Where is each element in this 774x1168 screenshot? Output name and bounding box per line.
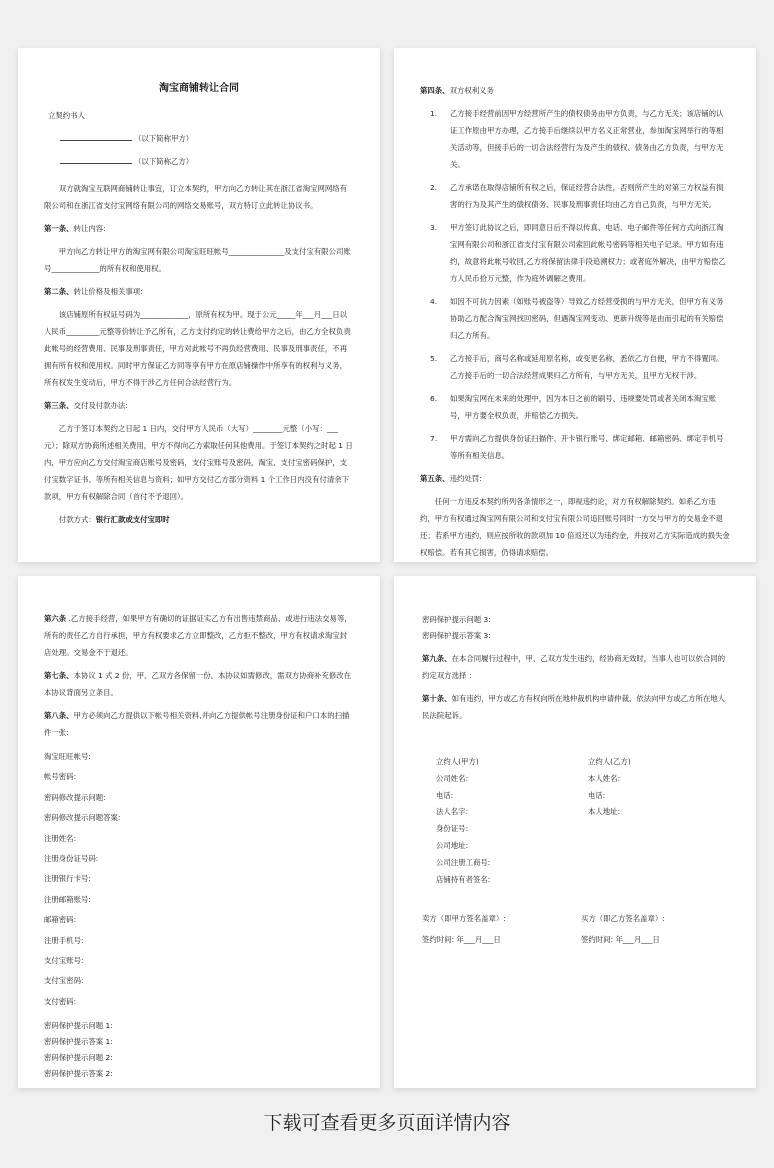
list-item: 注册姓名: (44, 833, 77, 843)
article-9: 第九条、在本合同履行过程中，甲、乙双方发生违约，经协商无效时，当事人也可以依合同的约定双方选择 ： (422, 654, 726, 680)
list-item: 淘宝旺旺帐号: (44, 752, 91, 761)
list-item: 法人名字: (436, 807, 469, 817)
signature-parties (422, 754, 730, 888)
list-item: 密码保护提示问题 1: (44, 1021, 113, 1031)
list-item: 立约人(乙方) (588, 757, 631, 766)
account-fields-list (44, 747, 354, 1012)
contract-title: 淘宝商铺转让合同 (159, 83, 239, 94)
article-10: 第十条、如有违约，甲方或乙方有权向所在地仲裁机构申请仲裁、依法向甲方或乙方所在地人民法院起诉。 (422, 694, 726, 720)
article-1-heading: 第一条、转让内容: (44, 224, 106, 233)
list-item: 注册手机号: (44, 935, 84, 945)
party-a-line: （以下简称甲方） (44, 130, 354, 147)
list-item: 注册银行卡号: (44, 874, 91, 884)
list-item: 5. 乙方接手后，商号名称或延用原名称，或变更名称，悉依乙方自便，甲方不得置同。乙方接手后的一切合法经营成果归乙方所有，与甲方无关，且甲方无权干涉。 (430, 354, 724, 380)
list-item: 注册身份证号码: (44, 854, 99, 864)
list-item: 注册邮箱账号: (44, 894, 91, 904)
payment-method: 付款方式：银行汇款或支付宝即时 (58, 515, 170, 524)
list-item: 立约人(甲方) (436, 757, 479, 766)
signature-stamp-row (422, 910, 730, 927)
article-2-heading: 第二条、转让价格及相关事项: (44, 287, 143, 296)
article-1-text: 甲方向乙方转让甲方的淘宝网有限公司淘宝旺旺帐号_______________及支付宝有限公司账号_____________的所有权和使用权。 (44, 247, 351, 273)
security-question-list (422, 612, 730, 644)
list-item: 公司注册工商号: (436, 857, 491, 867)
list-item: 电话: (436, 790, 454, 800)
article-3-heading: 第三条、交付及付款办法: (44, 401, 128, 410)
article-4-heading: 第四条、双方权利义务 (420, 86, 494, 95)
article-5-heading: 第五条、违约处罚: (420, 474, 482, 483)
list-item: 公司地址: (436, 840, 469, 850)
article-5-text: 任何一方违反本契约所列各条情形之一，即视违约论，对方有权解除契约。如系乙方违约，甲方有权通过淘宝网有限公司和支付宝有限公司追回账号同时一方交与甲方的交易金不退还；若系甲方违约，则应按所收的款项加 10 倍返还以为违约金，并按对乙方实际造成的损失金权赔偿。若有其它损害，仍得请求赔偿。 (420, 497, 730, 557)
security-question-list (44, 1018, 354, 1082)
list-item: 6. 如果淘宝网在未来的处理中，因为本日之前的刷号、违规要处罚或者关闭本淘宝账号，甲方要全权负责，并赔偿乙方损失。 (430, 394, 717, 420)
list-item: 1. 乙方接手经营前因甲方经营所产生的债权债务由甲方负责，与乙方无关；该店铺的认证工作原由甲方办理，乙方接手后继续以甲方名义正常营业，参加淘宝网举行的等相关活动等，但接手后的一切合法经营行为及产生的债权、债务由乙方负责，与甲方无关。 (430, 109, 724, 169)
party-b-column (578, 754, 730, 888)
party-a-column (436, 754, 578, 888)
list-item: 密码保护提示问题 2: (44, 1053, 113, 1063)
party-b-line: （以下简称乙方） (44, 153, 354, 170)
list-item: 密码修改提示问题答案: (44, 813, 121, 823)
article-2-text: 该店铺原所有权证号码为_____________，原所有权为甲。现于公元_____年___月___日以人民币_________元整等价转让予乙所有，乙方支付约定的转让费给甲方之后，由乙方全权负责此帐号的经营费用、民事及刑事责任，甲方对此帐号不再负经营费用、民事及刑事责任，不再拥有所有权和使用权。同时甲方保证乙方同等享有甲方在原店铺操作中所享有的权利与义务，所有权发生变动后，甲方不得干涉乙方任何合法经营行为。 (44, 310, 351, 387)
seller-signature: 卖方（即甲方签名盖章）: (422, 914, 506, 924)
list-item: 密码修改提示问题: (44, 792, 106, 802)
list-item: 公司姓名: (436, 773, 469, 783)
contract-page-2 (394, 48, 756, 562)
signers-label: 立契约书人 (48, 111, 85, 120)
list-item: 店铺持有者签名: (436, 874, 491, 884)
contract-page-1 (18, 48, 380, 562)
buyer-sign-date: 签约时间: 年___月___日 (581, 935, 660, 945)
list-item: 密码保护提示答案 2: (44, 1069, 113, 1079)
list-item: 7. 甲方需向乙方提供身份证扫描件、开卡银行账号、绑定邮箱、邮箱密码、绑定手机号等所有相关信息。 (430, 434, 724, 460)
list-item: 电话: (588, 790, 606, 800)
list-item: 支付密码: (44, 996, 77, 1006)
article-7: 第七条、本协议 1 式 2 份，甲、乙双方各保留一份。本协议如需修改，需双方协商补充修改在本协议背面另立条目。 (44, 671, 352, 697)
intro-paragraph: 双方就淘宝互联网商铺转让事宜，订立本契约，甲方向乙方转让其在浙江省淘宝网网络有限公司和在浙江省支付宝网络有限公司的网络交易账号，双方特订立此转让协议书。 (44, 184, 348, 210)
article-8: 第八条、甲方必须向乙方提供以下帐号相关资料,并向乙方提供帐号注册身份证和户口本的扫描件一张: (44, 711, 350, 737)
list-item: 本人地址: (588, 807, 621, 817)
list-item: 身份证号: (436, 824, 469, 834)
article-3-text: 乙方于签订本契约之日起 1 日内，交付甲方人民币（大写）________元整（小写：___元）；除双方协商所述相关费用，甲方不得向乙方索取任何其他费用。于签订本契约之时起 1 日内，甲方应向乙方交付淘宝商店账号及密码，支付宝账号及密码，淘宝、支付宝密码保护，支付宝数字证书、等所有相关信息与资料；如甲方交付乙方部分资料 1 个工作日内没有付清余下款项，甲方有权解除合同（首付不予退回）。 (44, 424, 353, 501)
article-6: 第六条 .乙方接手经营，如果甲方有确切的证据证实乙方有出售违禁商品、或进行违法交易等,所有的责任乙方自行承担，甲方有权要求乙方立即整改，乙方拒不整改，甲方有权请求淘宝封店处理。交易金不于退还。 (44, 614, 348, 657)
list-item: 支付宝密码: (44, 976, 84, 986)
list-item: 本人姓名: (588, 773, 621, 783)
buyer-signature: 买方（即乙方签名盖章）: (581, 914, 665, 924)
list-item: 3. 甲方签订此协议之后，即同意日后不得以传真、电话、电子邮件等任何方式向浙江淘宝网有限公司和浙江省支付宝有限公司索回此帐号密码等相关电子记录。甲方如有违约，故意将此帐号收回,乙方将保留法律手段追溯权力；或者庭外解决，由甲方赔偿乙方人民币拾万元整，作为庭外调解之费用。 (430, 223, 726, 283)
contract-page-3 (18, 576, 380, 1088)
list-item: 密码保护提示答案 3: (422, 631, 491, 640)
list-item: 帐号密码: (44, 772, 77, 782)
list-item: 4. 如因不可抗力因素（如账号被盗等）导致乙方经营受损的与甲方无关，但甲方有义务协助乙方配合淘宝网找回密码，但遇淘宝网变动、更新升级等是由而引起的有关赔偿归乙方所有。 (430, 297, 724, 340)
seller-sign-date: 签约时间: 年___月___日 (422, 935, 501, 945)
list-item: 支付宝账号: (44, 956, 84, 966)
rights-list (420, 105, 730, 464)
sign-date-row (422, 931, 730, 948)
list-item: 2. 乙方承诺在取得店铺所有权之后，保证经营合法性，否则所产生的对第三方权益有损害的行为及其产生的债权债务、民事及刑事责任均由乙方自己负责，与甲方无关。 (430, 183, 724, 209)
list-item: 密码保护提示问题 3: (422, 615, 491, 624)
download-more-caption: 下载可查看更多页面详情内容 (263, 1112, 511, 1134)
contract-page-4 (394, 576, 756, 1088)
list-item: 邮箱密码: (44, 915, 77, 925)
list-item: 密码保护提示答案 1: (44, 1037, 113, 1047)
